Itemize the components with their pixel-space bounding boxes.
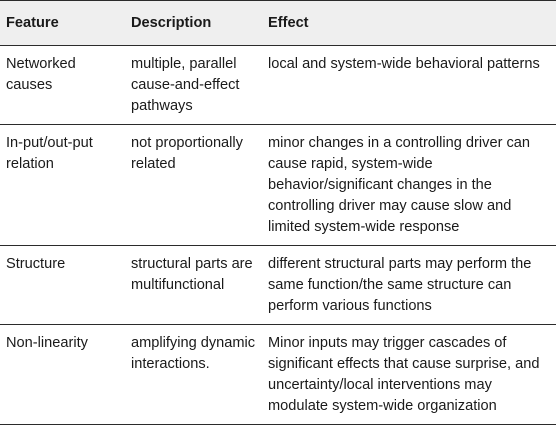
table-row: [0, 325, 556, 425]
header-effect: Effect: [262, 1, 556, 46]
cell-description: not proportionally related: [125, 125, 262, 246]
cell-feature: Non-linearity: [0, 325, 125, 425]
header-feature: Feature: [0, 1, 125, 46]
cell-effect: Minor inputs may trigger cascades of significant effects that cause surprise, and uncertainty/local interventions may modulate system-wide organization: [262, 325, 556, 425]
cell-description: amplifying dynamic interactions.: [125, 325, 262, 425]
table-row: [0, 46, 556, 125]
cell-effect: different structural parts may perform the same function/the same structure can perform various functions: [262, 246, 556, 325]
cell-description: structural parts are multifunctional: [125, 246, 262, 325]
cell-effect: local and system-wide behavioral patterns: [262, 46, 556, 125]
table-row: [0, 246, 556, 325]
cell-description: multiple, parallel cause-and-effect pathways: [125, 46, 262, 125]
table-header-row: [0, 1, 556, 46]
cell-feature: Networked causes: [0, 46, 125, 125]
cell-effect: minor changes in a controlling driver can cause rapid, system-wide behavior/significant changes in the controlling driver may cause slow and limited system-wide response: [262, 125, 556, 246]
header-description: Description: [125, 1, 262, 46]
table-row: [0, 125, 556, 246]
cell-feature: In-put/out-put relation: [0, 125, 125, 246]
cell-feature: Structure: [0, 246, 125, 325]
